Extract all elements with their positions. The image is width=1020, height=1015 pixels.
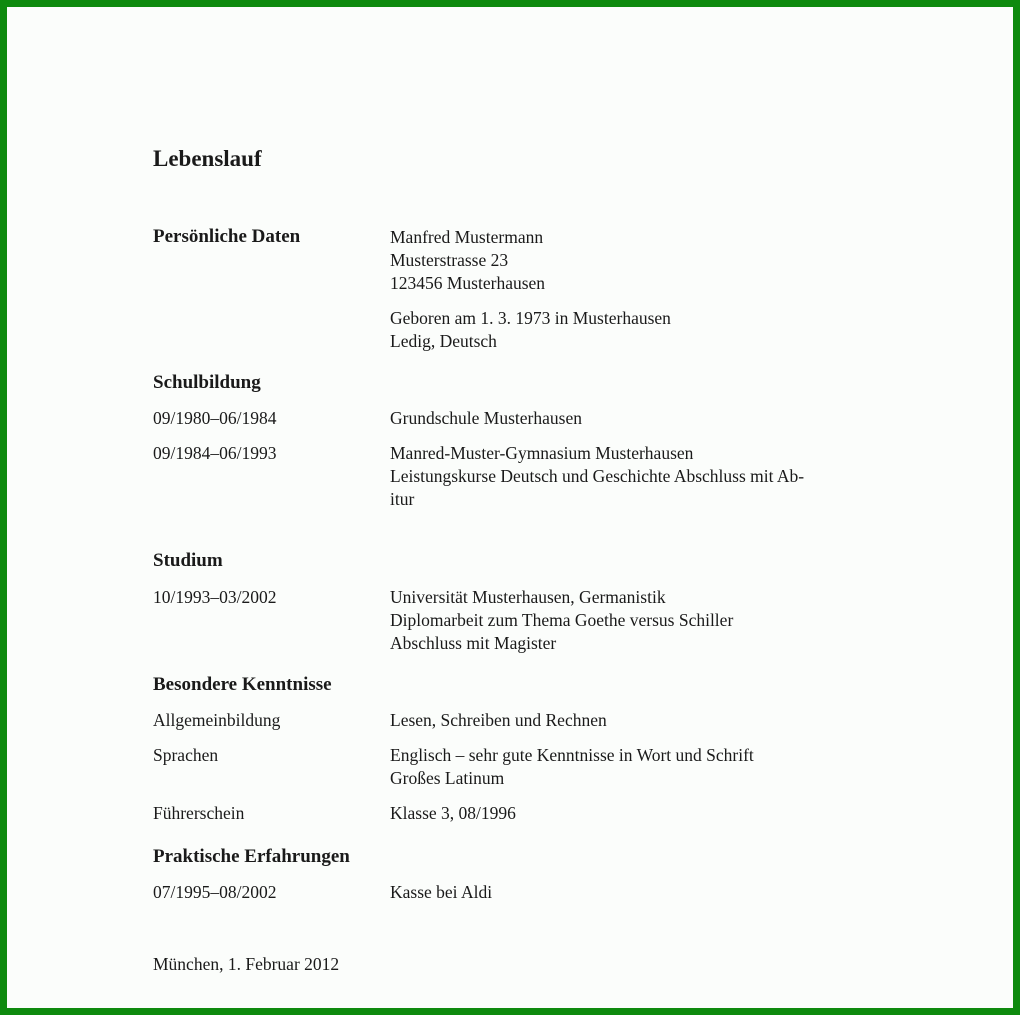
section-heading: Besondere Kenntnisse [153,674,332,695]
section-heading: Studium [153,550,223,571]
entry-label: Sprachen [153,745,219,765]
section-heading: Persönliche Daten [153,226,301,247]
entry-line: Grundschule Musterhausen [390,408,582,428]
entry-line: Manred-Muster-Gymnasium Musterhausen [390,443,694,463]
personal-details [390,226,870,353]
entry-details [390,586,870,655]
entry-line: Diplomarbeit zum Thema Goethe versus Schiller [390,610,734,630]
entry-period: 10/1993–03/2002 [153,587,277,607]
entry-details [390,407,870,430]
entry-details [390,802,870,825]
place-and-date: München, 1. Februar 2012 [153,954,340,974]
person-name: Manfred Mustermann [390,227,544,247]
entry-details [390,442,870,511]
section-heading: Schulbildung [153,372,261,393]
entry-details [390,709,870,732]
entry-line: Englisch – sehr gute Kenntnisse in Wort und Schrift [390,745,754,765]
entry-period: 09/1980–06/1984 [153,408,277,428]
entry-line: Universität Musterhausen, Germanistik [390,587,666,607]
entry-details [390,881,870,904]
entry-label: Allgemeinbildung [153,710,281,730]
person-status: Ledig, Deutsch [390,331,497,351]
person-city: 123456 Musterhausen [390,273,546,293]
entry-line: Großes Latinum [390,768,505,788]
entry-line: itur [390,489,415,509]
document-page [7,7,1013,1008]
entry-line: Klasse 3, 08/1996 [390,803,516,823]
entry-line: Abschluss mit Magister [390,633,557,653]
entry-label: Führerschein [153,803,245,823]
entry-details [390,744,870,790]
document-title: Lebenslauf [153,146,262,171]
entry-line: Kasse bei Aldi [390,882,493,902]
section-heading: Praktische Erfahrungen [153,846,350,867]
entry-line: Lesen, Schreiben und Rechnen [390,710,607,730]
person-street: Musterstrasse 23 [390,250,509,270]
entry-period: 07/1995–08/2002 [153,882,277,902]
entry-period: 09/1984–06/1993 [153,443,277,463]
person-birth: Geboren am 1. 3. 1973 in Musterhausen [390,308,671,328]
entry-line: Leistungskurse Deutsch und Geschichte Abschluss mit Ab- [390,466,805,486]
